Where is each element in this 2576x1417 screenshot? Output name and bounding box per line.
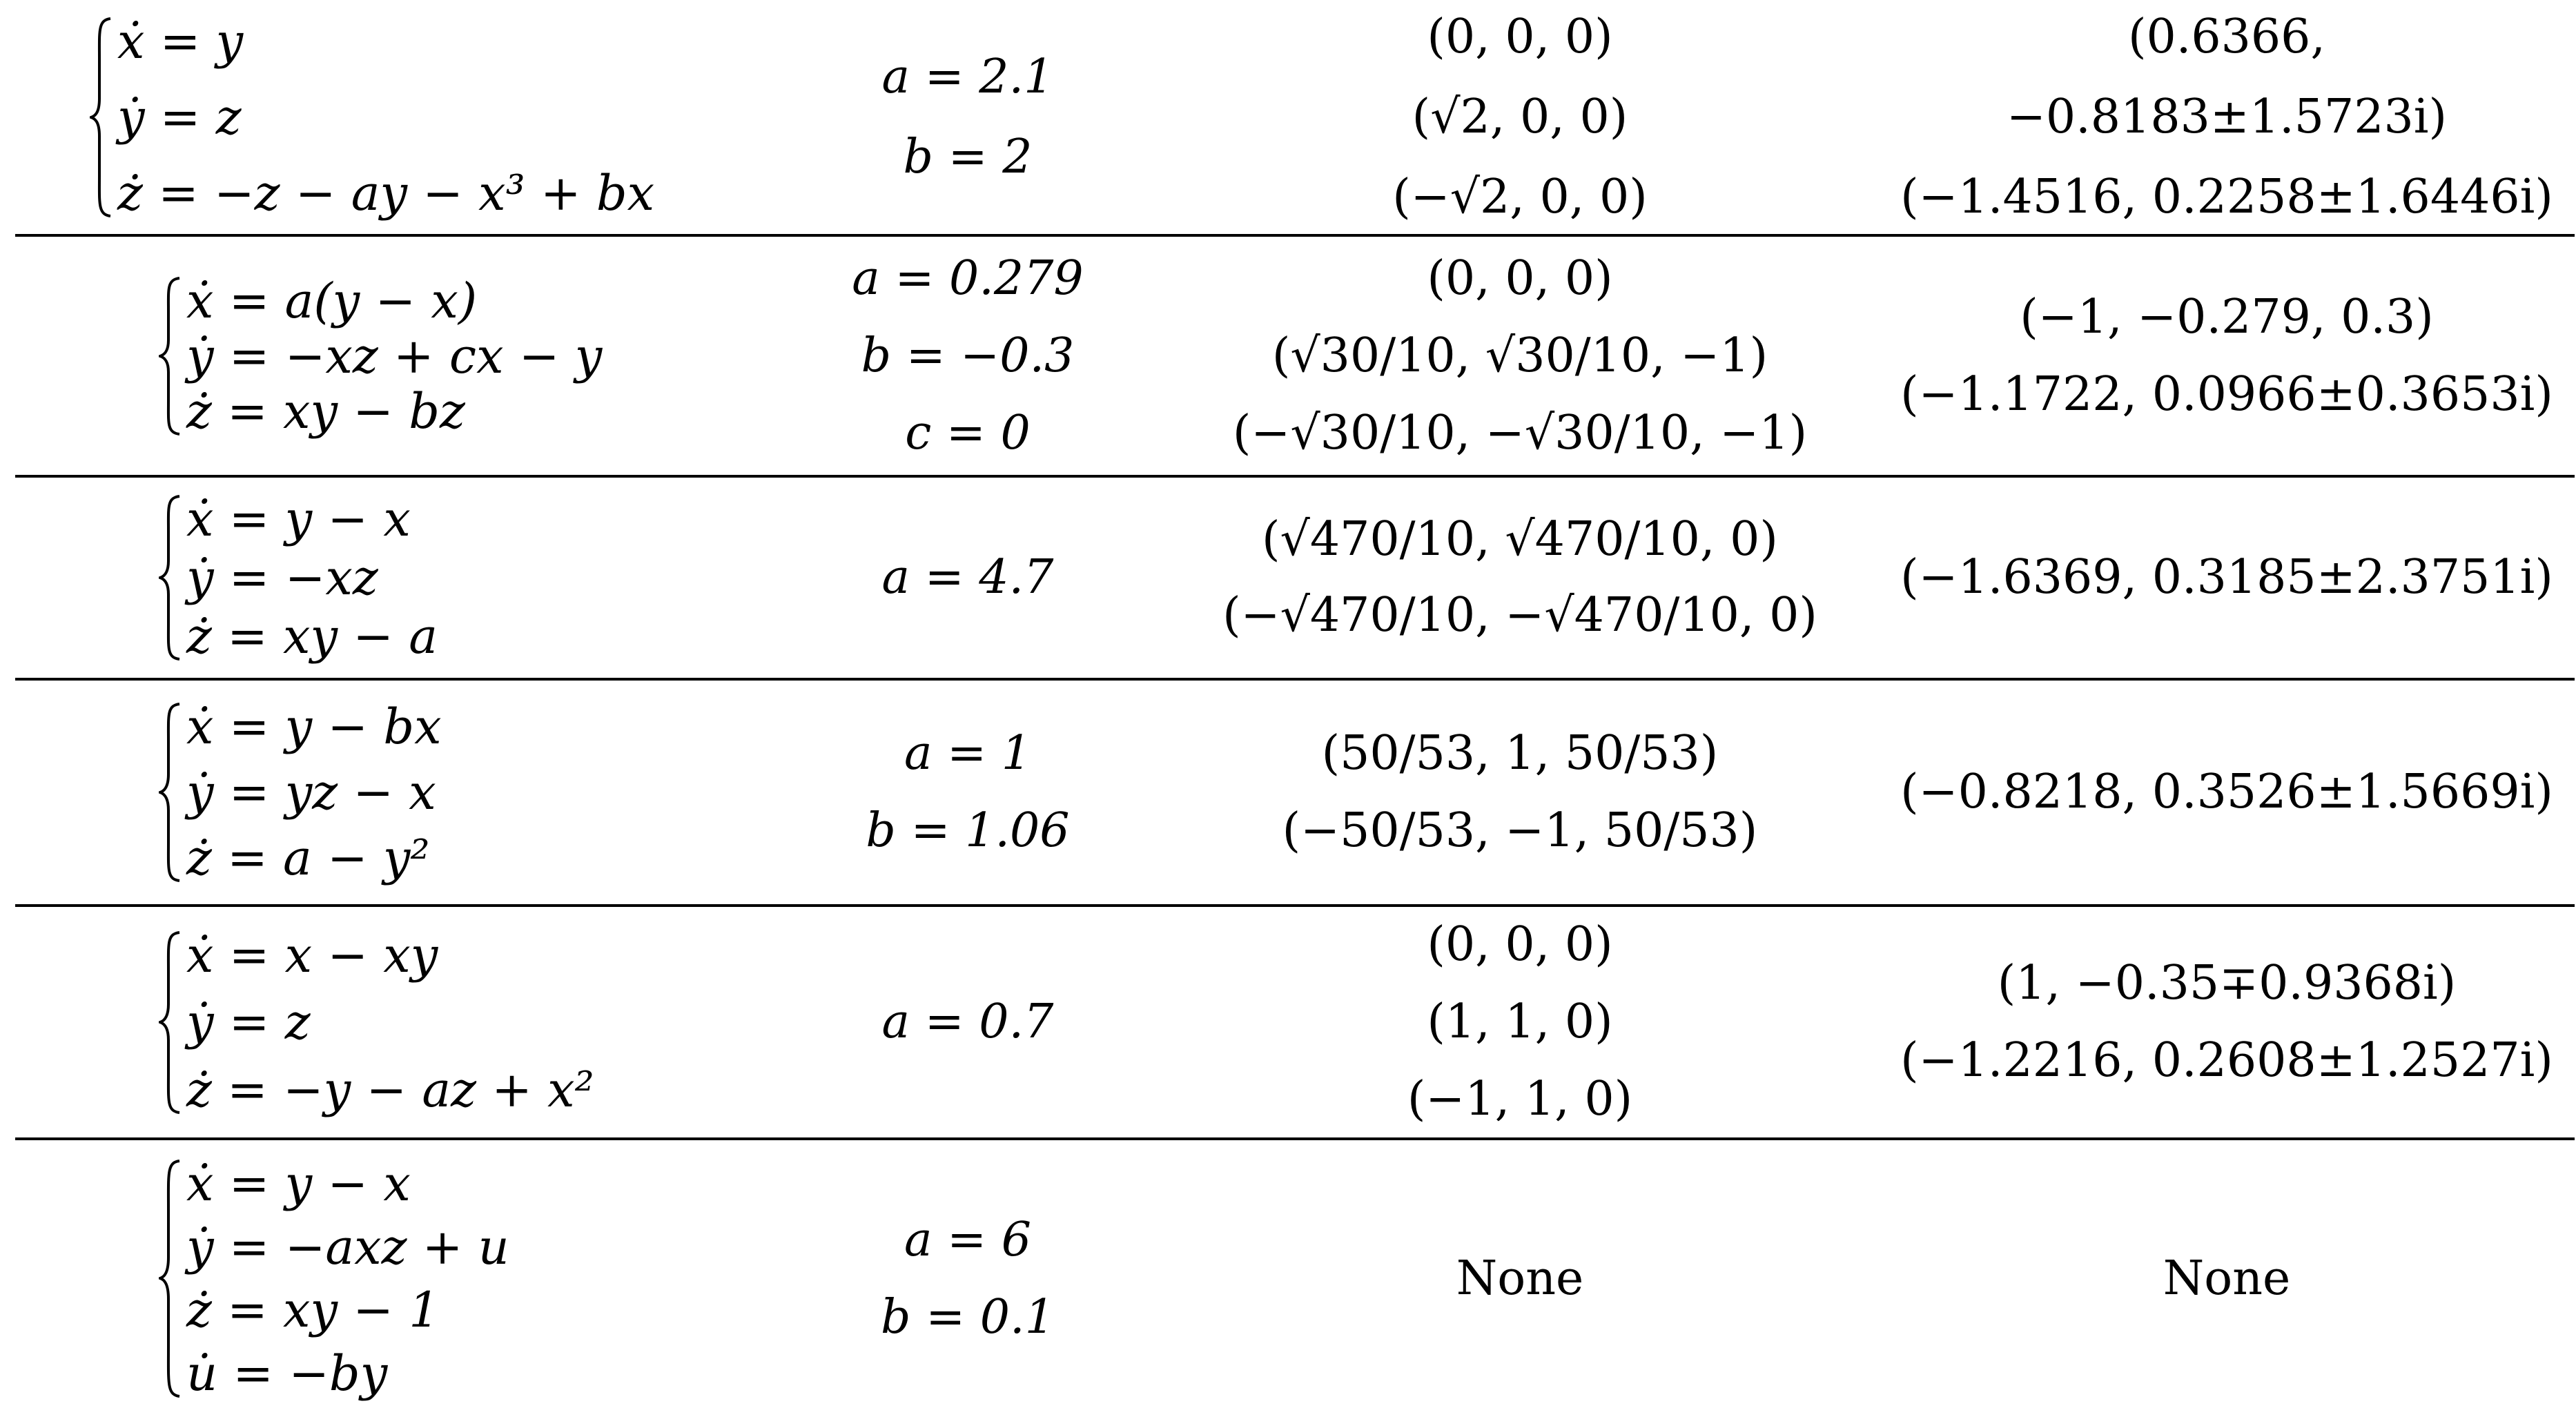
equilibrium-point: (0, 0, 0) bbox=[1427, 9, 1613, 64]
eigenvalues-cell bbox=[1879, 478, 2575, 678]
equation-line: ẏ = −xz + cx − y bbox=[186, 327, 603, 384]
equation-line: ż = xy − a bbox=[186, 608, 438, 665]
equilibrium-point: (1, 1, 0) bbox=[1427, 995, 1613, 1049]
equilibrium-point: (−1, 1, 0) bbox=[1407, 1072, 1633, 1126]
parameters-cell bbox=[774, 907, 1161, 1137]
parameter-value: a = 4.7 bbox=[881, 550, 1054, 605]
equation-system bbox=[91, 12, 774, 222]
system-equations-cell bbox=[15, 478, 774, 678]
equilibrium-point: (−√470/10, −√470/10, 0) bbox=[1222, 588, 1817, 643]
equilibrium-point: (−√2, 0, 0) bbox=[1392, 169, 1648, 224]
table-row bbox=[15, 1140, 2575, 1417]
left-brace-icon bbox=[159, 277, 182, 436]
eigenvalue-text: (0.6366, bbox=[2127, 9, 2326, 64]
system-equations-cell bbox=[15, 681, 774, 904]
equilibria-cell bbox=[1161, 237, 1879, 475]
eigenvalues-cell bbox=[1879, 681, 2575, 904]
equation-line: ẏ = z bbox=[117, 88, 242, 146]
equation-line: ż = xy − bz bbox=[186, 382, 465, 440]
equilibrium-point: (0, 0, 0) bbox=[1427, 917, 1613, 972]
equilibrium-point: (√2, 0, 0) bbox=[1412, 89, 1628, 144]
equation-line: ẋ = y − x bbox=[186, 1155, 411, 1212]
parameters-cell bbox=[774, 237, 1161, 475]
equation-line: ẏ = −xz bbox=[186, 549, 378, 606]
equilibria-cell bbox=[1161, 0, 1879, 234]
system-equations-cell bbox=[15, 0, 774, 234]
parameters-cell bbox=[774, 1140, 1161, 1417]
equilibrium-point: (√30/10, √30/10, −1) bbox=[1271, 328, 1768, 383]
equation-system bbox=[160, 491, 774, 665]
parameters-cell bbox=[774, 478, 1161, 678]
system-equations-cell bbox=[15, 1140, 774, 1417]
equilibrium-point: (0, 0, 0) bbox=[1427, 251, 1613, 306]
eigenvalue-text: (−1.2216, 0.2608±1.2527i) bbox=[1900, 1033, 2553, 1088]
eigenvalue-text: None bbox=[2163, 1251, 2291, 1306]
equilibria-cell bbox=[1161, 478, 1879, 678]
equation-line: u̇ = −by bbox=[186, 1345, 388, 1402]
eigenvalue-text: (−0.8218, 0.3526±1.5669i) bbox=[1900, 765, 2553, 819]
equation-line: ż = −y − az + x² bbox=[186, 1061, 594, 1118]
equation-line: ż = xy − 1 bbox=[186, 1282, 440, 1339]
parameter-value: b = 2 bbox=[903, 129, 1033, 184]
eigenvalues-cell bbox=[1879, 907, 2575, 1137]
eigenvalues-cell bbox=[1879, 1140, 2575, 1417]
eigenvalue-text: (−1.4516, 0.2258±1.6446i) bbox=[1900, 169, 2553, 224]
table-row bbox=[15, 681, 2575, 907]
parameter-value: a = 2.1 bbox=[881, 49, 1054, 104]
parameters-cell bbox=[774, 0, 1161, 234]
left-brace-icon bbox=[90, 17, 113, 217]
system-equations-cell bbox=[15, 907, 774, 1137]
parameter-value: b = −0.3 bbox=[861, 328, 1075, 383]
equation-line: ẋ = y − bx bbox=[186, 698, 442, 755]
eigenvalue-text: (−1, −0.279, 0.3) bbox=[2020, 289, 2434, 344]
eigenvalue-text: (−1.1722, 0.0966±0.3653i) bbox=[1900, 367, 2553, 422]
eigenvalue-text: −0.8183±1.5723i) bbox=[2006, 89, 2448, 144]
left-brace-icon bbox=[159, 1160, 182, 1398]
eigenvalues-cell bbox=[1879, 237, 2575, 475]
eigenvalue-text: (−1.6369, 0.3185±2.3751i) bbox=[1900, 550, 2553, 605]
parameter-value: b = 1.06 bbox=[866, 803, 1070, 858]
equation-line: ẏ = yz − x bbox=[186, 764, 436, 821]
equation-line: ż = −z − ay − x³ + bx bbox=[117, 164, 655, 222]
equilibria-cell bbox=[1161, 907, 1879, 1137]
equilibria-cell bbox=[1161, 681, 1879, 904]
parameter-value: a = 6 bbox=[904, 1212, 1031, 1267]
equation-line: ẏ = −axz + u bbox=[186, 1218, 509, 1276]
equilibrium-point: (50/53, 1, 50/53) bbox=[1321, 726, 1719, 781]
equation-system bbox=[160, 926, 774, 1118]
equation-system bbox=[160, 272, 774, 440]
equation-line: ẏ = z bbox=[186, 994, 311, 1050]
equilibria-cell bbox=[1161, 1140, 1879, 1417]
equation-line: ẋ = y − x bbox=[186, 491, 411, 547]
equations-table bbox=[15, 0, 2575, 1417]
table-row bbox=[15, 237, 2575, 478]
equation-line: ẋ = x − xy bbox=[186, 926, 438, 984]
parameter-value: a = 1 bbox=[904, 726, 1031, 781]
eigenvalue-text: (1, −0.35∓0.9368i) bbox=[1997, 956, 2457, 1010]
equilibrium-point: (√470/10, √470/10, 0) bbox=[1262, 512, 1778, 567]
equation-line: ẋ = y bbox=[117, 12, 244, 70]
equation-system bbox=[160, 698, 774, 886]
equation-line: ẋ = a(y − x) bbox=[186, 272, 478, 329]
left-brace-icon bbox=[159, 495, 182, 661]
left-brace-icon bbox=[159, 703, 182, 882]
parameters-cell bbox=[774, 681, 1161, 904]
parameter-value: a = 0.7 bbox=[881, 995, 1054, 1049]
equilibrium-point: (−50/53, −1, 50/53) bbox=[1282, 803, 1758, 858]
table-row bbox=[15, 478, 2575, 681]
system-equations-cell bbox=[15, 237, 774, 475]
equilibrium-point: None bbox=[1456, 1251, 1584, 1306]
eigenvalues-cell bbox=[1879, 0, 2575, 234]
parameter-value: b = 0.1 bbox=[881, 1289, 1055, 1345]
table-row bbox=[15, 0, 2575, 237]
equilibrium-point: (−√30/10, −√30/10, −1) bbox=[1232, 405, 1808, 460]
equation-system bbox=[160, 1155, 774, 1402]
parameter-value: a = 0.279 bbox=[852, 251, 1084, 306]
equation-line: ż = a − y² bbox=[186, 830, 430, 886]
parameter-value: c = 0 bbox=[905, 405, 1031, 460]
table-row bbox=[15, 907, 2575, 1140]
left-brace-icon bbox=[159, 931, 182, 1114]
